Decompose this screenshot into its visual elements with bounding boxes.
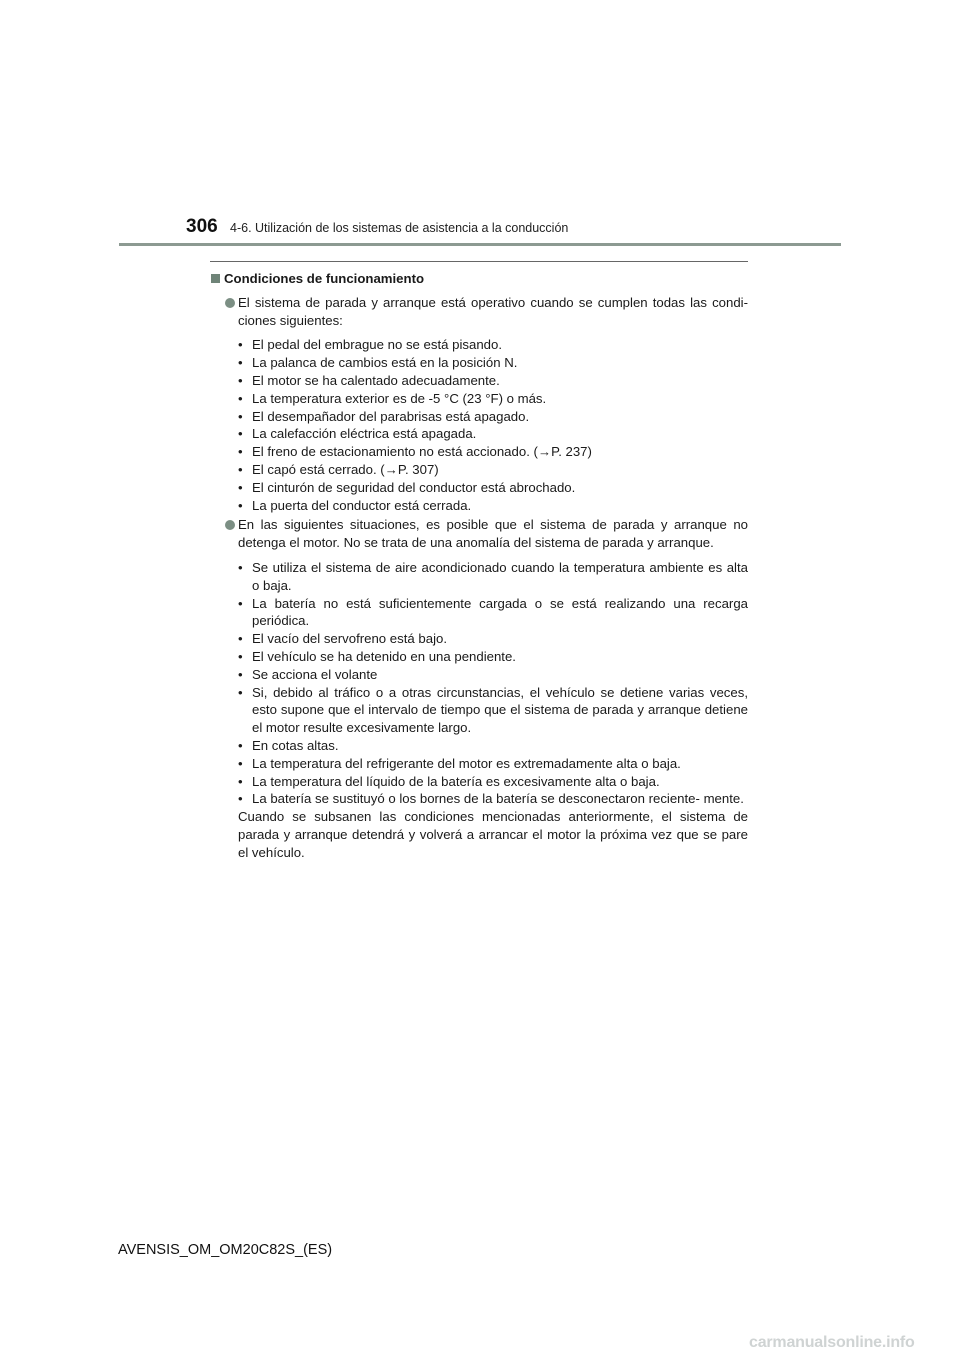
bullet-mark: • [238, 648, 243, 664]
bullet-mark: • [238, 390, 243, 406]
bullet-mark: • [238, 426, 243, 442]
list-item-text: Se acciona el volante [252, 666, 378, 682]
list-item [238, 479, 748, 497]
list-item [238, 630, 748, 648]
watermark: carmanualsonline.info [749, 1334, 915, 1351]
list-item-text: Si, debido al tráfico o a otras circunstancias, el vehículo se detiene varias veces, esto supone que el intervalo de tiempo que el sistema de parada y arranque detiene el motor resulte excesivamente largo. [252, 684, 748, 736]
list-item [238, 461, 748, 479]
list-item [238, 595, 748, 631]
list-item-text: El cinturón de seguridad del conductor está abrochado. [252, 479, 576, 495]
list-item [238, 425, 748, 443]
list-item [238, 497, 748, 515]
list-item [238, 443, 748, 461]
list-item-text: El vacío del servofreno está bajo. [252, 631, 447, 647]
header-divider [119, 243, 841, 246]
bullet-mark: • [238, 755, 243, 771]
list-item-text: La batería no está suficientemente cargada o se está realizando una recarga periódica. [252, 595, 748, 629]
condition-item-text: El sistema de parada y arranque está operativo cuando se cumplen todas las condi- ciones siguientes: [238, 294, 748, 328]
section-heading [210, 270, 748, 288]
situations-list [210, 559, 748, 808]
bullet-mark: • [238, 631, 243, 647]
section-heading-text: Condiciones de funcionamiento [224, 271, 425, 286]
condition-item-2 [210, 516, 748, 552]
condition-item-text: En las siguientes situaciones, es posible que el sistema de parada y arranque no detenga el motor. No se trata de una anomalía del sistema de parada y arranque. [238, 517, 748, 551]
closing-paragraph: Cuando se subsanen las condiciones mencionadas anteriormente, el sistema de parada y arranque detendrá y volverá a arrancar el motor la próxima vez que se pare el vehículo. [238, 809, 748, 860]
list-item-text: El motor se ha calentado adecuadamente. [252, 372, 500, 388]
bullet-mark: • [238, 355, 243, 371]
bullet-mark: • [238, 773, 243, 789]
bullet-mark: • [238, 497, 243, 513]
conditions-list [210, 336, 748, 514]
list-item [238, 390, 748, 408]
list-item-text: La batería se sustituyó o los bornes de la batería se desconectaron reciente- mente. [252, 791, 744, 807]
list-item-text: El desempañador del parabrisas está apagado. [252, 408, 530, 424]
section-content [210, 268, 748, 862]
chapter-title: 4-6. Utilización de los sistemas de asistencia a la conducción [230, 221, 569, 235]
list-item-text: La temperatura exterior es de -5 °C (23 °F) o más. [252, 390, 547, 406]
list-item-text: La temperatura del líquido de la batería es excesivamente alta o baja. [252, 773, 660, 789]
bullet-mark: • [238, 444, 243, 460]
list-item-text: Se utiliza el sistema de aire acondicionado cuando la temperatura ambiente es alta o baja. [252, 559, 748, 593]
page-number: 306 [186, 216, 218, 237]
document-code: AVENSIS_OM_OM20C82S_(ES) [118, 1242, 333, 1258]
list-item-text: El vehículo se ha detenido en una pendiente. [252, 648, 516, 664]
list-item [238, 773, 748, 791]
bullet-mark: • [238, 408, 243, 424]
bullet-mark: • [238, 372, 243, 388]
list-item [238, 648, 748, 666]
list-item-text: El freno de estacionamiento no está accionado. (→P. 237) [252, 444, 592, 460]
list-item [238, 336, 748, 354]
list-item-text: El capó está cerrado. (→P. 307) [252, 461, 439, 477]
bullet-mark: • [238, 684, 243, 700]
bullet-mark: • [238, 737, 243, 753]
condition-item-1 [210, 294, 748, 330]
list-item-text: El pedal del embrague no se está pisando. [252, 337, 503, 353]
list-item [238, 372, 748, 390]
list-item-text: La temperatura del refrigerante del motor es extremadamente alta o baja. [252, 755, 681, 771]
bullet-mark: • [238, 559, 243, 575]
bullet-mark: • [238, 461, 243, 477]
list-item-text: En cotas altas. [252, 737, 339, 753]
bullet-mark: • [238, 337, 243, 353]
list-item [238, 354, 748, 372]
list-item [238, 737, 748, 755]
dot-icon [225, 520, 235, 530]
list-item [238, 408, 748, 426]
list-item-text: La palanca de cambios está en la posición N. [252, 355, 518, 371]
list-item-text: La calefacción eléctrica está apagada. [252, 426, 477, 442]
list-item [238, 684, 748, 737]
bullet-mark: • [238, 595, 243, 611]
section-divider [210, 261, 748, 262]
bullet-mark: • [238, 666, 243, 682]
list-item [238, 790, 748, 808]
list-item [238, 666, 748, 684]
list-item [238, 755, 748, 773]
square-icon [211, 274, 220, 283]
dot-icon [225, 298, 235, 308]
list-item [238, 559, 748, 595]
bullet-mark: • [238, 791, 243, 807]
bullet-mark: • [238, 479, 243, 495]
list-item-text: La puerta del conductor está cerrada. [252, 497, 472, 513]
